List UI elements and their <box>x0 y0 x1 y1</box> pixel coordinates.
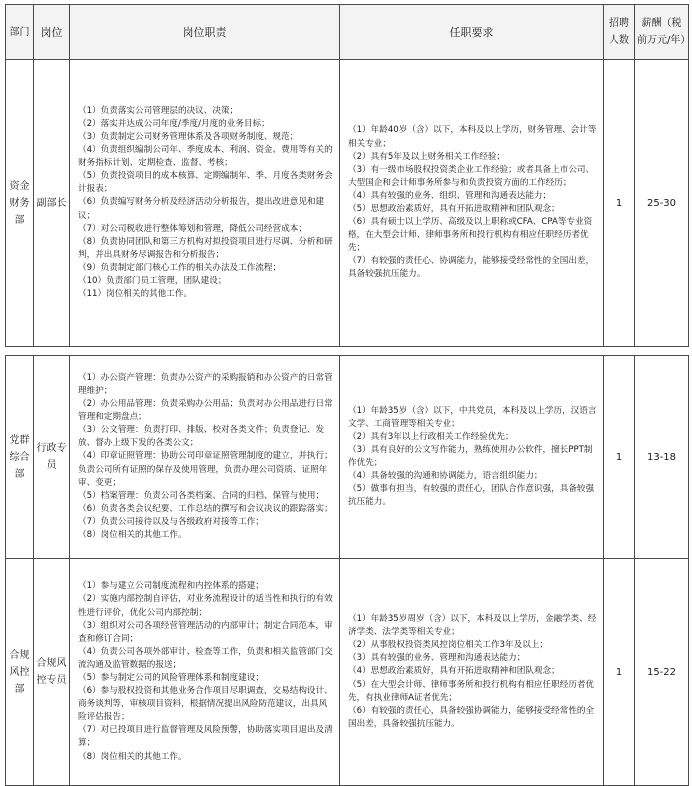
duty-item: （8）负责协同团队和第三方机构对拟投资项目进行尽调、分析和研判，并出具财务尽调报告和分析报告； <box>78 236 333 260</box>
duty-item: （7）对已投项目进行监督管理及风险预警，协助落实项目退出及清算； <box>78 725 333 749</box>
dept-cell: 党群综合部 <box>6 356 34 559</box>
duty-item: （5）参与制定公司的风险管理体系和制度建设； <box>78 673 264 683</box>
duties-cell <box>70 356 340 559</box>
header-post: 岗位 <box>34 5 70 60</box>
duty-item: （4）负责公司各项外部审计、检查等工作，负责和相关监管部门交流沟通及监管数据的报送； <box>78 646 333 670</box>
header-count: 招聘人数 <box>604 5 635 60</box>
post-cell: 行政专员 <box>34 356 70 559</box>
table-row <box>6 60 689 347</box>
dept-cell: 资金财务部 <box>6 60 34 347</box>
requirement-item: （5）在大型会计师、律师事务所和投行机构有相应任职经历者优先，有执业律师A证者优先； <box>348 679 595 703</box>
salary-cell: 25-30 <box>635 60 689 347</box>
requirement-item: （7）有较强的责任心、协调能力，能够接受经常性的全国出差，具备较强抗压能力。 <box>348 256 595 280</box>
salary-cell: 13-18 <box>635 356 689 559</box>
count-cell: 1 <box>604 559 635 786</box>
duty-item: （3）负责制定公司财务管理体系及各项财务制度、规范； <box>78 131 299 142</box>
recruitment-table <box>5 4 689 786</box>
duty-item: （1）参与建立公司制度流程和内控体系的搭建； <box>78 581 264 592</box>
duty-item: （6）负责各类会议纪要、工作总结的撰写和会议决议的跟踪落实； <box>78 503 333 514</box>
duty-item: （4）负责组织编制公司年、季度成本、利润、资金、费用等有关的财务指标计划、定期检查、监督、考核； <box>78 145 333 169</box>
duty-item: （2）落实并达成公司年度/季度/月度的业务目标； <box>78 118 270 129</box>
requirement-item: （1）年龄40岁（含）以下，本科及以上学历，财务管理、会计等相关专业； <box>348 125 597 149</box>
duty-item: （11）岗位相关的其他工作。 <box>78 289 193 300</box>
row-spacer <box>6 347 689 356</box>
requirements-cell <box>340 559 604 786</box>
requirement-item: （4）具备较强的沟通和协调能力，语言组织能力； <box>348 471 543 482</box>
requirement-item: （3）有一级市场股权投资类企业工作经验；或者具备上市公司、大型国企和会计师事务所参与和负责投资方面的工作经历； <box>348 164 595 188</box>
requirement-item: （2）从事股权投资类风控岗位相关工作3年及以上； <box>348 640 548 651</box>
post-cell: 合规风控专员 <box>34 559 70 786</box>
table-header-row <box>6 5 689 60</box>
post-cell: 副部长 <box>34 60 70 347</box>
requirement-item: （1）年龄35岁（含）以下，中共党员，本科及以上学历，汉语言文学、工商管理等相关专业； <box>348 405 597 429</box>
duty-item: （3）公文管理：负责打印、排版、校对各类文件；负责登记、发放、督办上级下发的各类公文； <box>78 425 325 449</box>
requirement-item: （4）思想政治素质好，具有开拓进取精神和团队观念； <box>348 666 560 677</box>
requirement-item: （2）具有5年及以上财务相关工作经验； <box>348 151 506 162</box>
duty-item: （8）岗位相关的其他工作。 <box>78 530 187 541</box>
count-cell: 1 <box>604 356 635 559</box>
duty-item: （5）档案管理：负责公司各类档案、合同的归档、保管与使用； <box>78 490 325 501</box>
requirement-item: （6）具有硕士以上学历、高级及以上职称或CFA、CPA等专业资格，在大型会计师、律师事务所和投行机构有相应任职经历者优先； <box>348 217 593 254</box>
requirement-item: （1）年龄35岁周岁（含）以下，本科及以上学历，金融学类、经济学类、法学类等相关专业； <box>348 614 597 638</box>
header-salary: 薪酬（税前万元/年） <box>635 5 689 60</box>
duties-cell <box>70 60 340 347</box>
requirements-cell <box>340 356 604 559</box>
requirement-item: （3）具有较强的业务、管理和沟通表达能力； <box>348 653 526 664</box>
duty-item: （3）组织对公司各项经营管理活动的内部审计；制定合同范本，审查和修订合同； <box>78 620 333 644</box>
duty-item: （4）印章证照管理：协助公司印章证照管理制度的建立，并执行；负责公司所有证照的保存及使用管理，负责办理公司资质、证照年审、变更； <box>78 451 333 488</box>
header-dept: 部门 <box>6 5 34 60</box>
salary-cell: 15-22 <box>635 559 689 786</box>
duty-item: （6）负责编写财务分析及经济活动分析报告，提出改进意见和建议； <box>78 197 325 221</box>
duty-item: （5）负责投资项目的成本核算、定期编制年、季、月度各类财务会计报表； <box>78 171 333 195</box>
requirement-item: （4）具有较强的业务、组织、管理和沟通表达能力； <box>348 190 552 201</box>
duty-item: （10）负责部门员工管理，团队建设； <box>78 276 227 287</box>
duty-item: （6）参与股权投资和其他业务合作项目尽职调查，交易结构设计、商务谈判等，审核项目资料，根据情况提出风险防范建议，出具风险评估报告； <box>78 686 333 723</box>
duties-cell <box>70 559 340 786</box>
table-row <box>6 356 689 559</box>
duty-item: （2）实施内部控制自评估，对业务流程设计的适当性和执行的有效性进行评价，优化公司内部控制； <box>78 594 333 618</box>
duty-item: （8）岗位相关的其他工作。 <box>78 751 187 762</box>
requirement-item: （5）做事有担当，有较强的责任心，团队合作意识强，具备较强抗压能力。 <box>348 484 595 508</box>
requirements-cell <box>340 60 604 347</box>
count-cell: 1 <box>604 60 635 347</box>
header-requirements: 任职要求 <box>340 5 604 60</box>
duty-item: （9）负责制定部门核心工作的相关办法及工作流程； <box>78 262 282 273</box>
duty-item: （1）负责落实公司管理层的决议、决策； <box>78 105 239 116</box>
requirement-item: （6）有较强的责任心，具备较强协调能力，能够接受经常性的全国出差，具备较强抗压能力。 <box>348 705 595 729</box>
table-row <box>6 559 689 786</box>
duty-item: （2）办公用品管理：负责采购办公用品；负责对办公用品进行日常管理和定期盘点； <box>78 399 333 423</box>
dept-cell: 合规风控部 <box>6 559 34 786</box>
duty-item: （7）负责公司接待以及与各级政府对接等工作； <box>78 516 264 527</box>
requirement-item: （3）具有良好的公文写作能力，熟练使用办公软件，擅长PPT制作优先； <box>348 444 593 468</box>
duty-item: （7）对公司税收进行整体筹划和管理，降低公司经营成本； <box>78 223 307 234</box>
requirement-item: （5）思想政治素质好，具有开拓进取精神和团队观念； <box>348 204 560 214</box>
header-duties: 岗位职责 <box>70 5 340 60</box>
duty-item: （1）办公资产管理：负责办公资产的采购报销和办公资产的日常管理维护； <box>78 372 333 396</box>
requirement-item: （2）具有3年以上行政相关工作经验优先； <box>348 431 514 442</box>
